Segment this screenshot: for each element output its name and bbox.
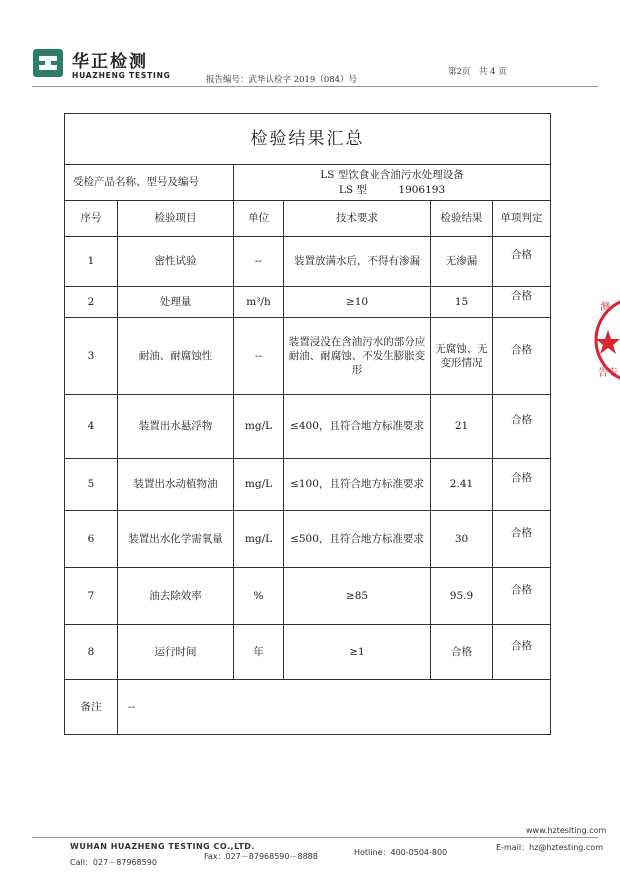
footer-website: www.hzteslting.com (526, 826, 607, 835)
col-header-unit: 单位 (234, 201, 284, 237)
verdict-text: 合格 (511, 289, 533, 302)
verdict-text: 合格 (511, 249, 533, 262)
table-row (65, 459, 551, 511)
table-row (65, 511, 551, 568)
row-requirement: 装置放满水后，不得有渗漏 (284, 237, 431, 287)
row-item: 密性试验 (118, 237, 234, 287)
report-number: 报告编号：武华认检字 2019（084）号 (206, 75, 358, 85)
footer-hotline: Hotline：400-0504-800 (354, 848, 448, 857)
verdict-text: 合格 (511, 639, 533, 652)
page-indicator: 第2页 共 4 页 (448, 67, 507, 77)
remark-row (65, 680, 551, 735)
row-no: 7 (65, 568, 118, 625)
verdict-text: 合格 (511, 414, 533, 427)
footer-tel: Call：027－87968590 (70, 858, 157, 867)
row-verdict (493, 318, 551, 395)
row-item: 装置出水化学需氧量 (118, 511, 234, 568)
product-model: LS 型 1906193 (338, 183, 446, 196)
footer-email: E-mail：hz@hztesting.com (496, 843, 603, 852)
row-unit: mg/L (234, 459, 284, 511)
table-row (65, 318, 551, 395)
row-item: 运行时间 (118, 625, 234, 680)
product-label: 受检产品名称、型号及编号 (65, 165, 234, 201)
row-result: 15 (431, 287, 493, 318)
row-requirement: ≤400，且符合地方标准要求 (284, 395, 431, 459)
row-unit: 年 (234, 625, 284, 680)
row-requirement: ≤100，且符合地方标准要求 (284, 459, 431, 511)
row-no: 1 (65, 237, 118, 287)
svg-text:告专: 告专 (598, 368, 618, 379)
product-info (234, 165, 551, 201)
svg-text:测: 测 (600, 302, 610, 313)
row-no: 5 (65, 459, 118, 511)
footer-company: WUHAN HUAZHENG TESTING CO.,LTD. (70, 842, 255, 851)
row-item: 装置出水悬浮物 (118, 395, 234, 459)
row-no: 6 (65, 511, 118, 568)
footer-fax: Fax：027－87968590－8888 (204, 852, 318, 861)
row-requirement: ≥10 (284, 287, 431, 318)
row-unit: m³/h (234, 287, 284, 318)
row-no: 8 (65, 625, 118, 680)
row-unit: -- (234, 318, 284, 395)
col-header-requirement: 技术要求 (284, 201, 431, 237)
brand-name-en: HUAZHENG TESTING (72, 71, 171, 80)
row-item: 耐油、耐腐蚀性 (118, 318, 234, 395)
row-requirement: 装置浸没在含油污水的部分应耐油、耐腐蚀、不发生膨胀变形 (284, 318, 431, 395)
row-item: 油去除效率 (118, 568, 234, 625)
results-summary-table (64, 113, 551, 735)
row-result: 30 (431, 511, 493, 568)
row-verdict (493, 395, 551, 459)
row-no: 4 (65, 395, 118, 459)
row-unit: -- (234, 237, 284, 287)
col-header-no: 序号 (65, 201, 118, 237)
table-title: 检验结果汇总 (65, 114, 551, 165)
col-header-item: 检验项目 (118, 201, 234, 237)
table-row (65, 625, 551, 680)
footer-divider (32, 837, 598, 838)
table-row (65, 287, 551, 318)
table-row (65, 237, 551, 287)
row-unit: % (234, 568, 284, 625)
row-requirement: ≥85 (284, 568, 431, 625)
row-result: 合格 (431, 625, 493, 680)
row-unit: mg/L (234, 395, 284, 459)
row-no: 2 (65, 287, 118, 318)
brand-name-cn: 华正检测 (72, 52, 148, 72)
row-item: 处理量 (118, 287, 234, 318)
remark-label: 备注 (65, 680, 118, 735)
verdict-text: 合格 (511, 583, 533, 596)
col-header-result: 检验结果 (431, 201, 493, 237)
row-result: 21 (431, 395, 493, 459)
verdict-text: 合格 (511, 343, 533, 356)
row-unit: mg/L (234, 511, 284, 568)
row-verdict (493, 287, 551, 318)
company-logo-icon (32, 48, 64, 78)
row-verdict (493, 237, 551, 287)
row-no: 3 (65, 318, 118, 395)
row-verdict (493, 511, 551, 568)
row-result: 2.41 (431, 459, 493, 511)
row-verdict (493, 568, 551, 625)
row-requirement: ≥1 (284, 625, 431, 680)
row-result: 95.9 (431, 568, 493, 625)
header-divider (32, 86, 598, 87)
row-item: 装置出水动植物油 (118, 459, 234, 511)
product-name: LS 型饮食业含油污水处理设备 (320, 169, 464, 182)
row-verdict (493, 459, 551, 511)
verdict-text: 合格 (511, 526, 533, 539)
remark-value: -- (118, 680, 551, 735)
col-header-verdict: 单项判定 (493, 201, 551, 237)
row-result: 无腐蚀、无变形情况 (431, 318, 493, 395)
row-verdict (493, 625, 551, 680)
row-result: 无渗漏 (431, 237, 493, 287)
table-row (65, 568, 551, 625)
table-row (65, 395, 551, 459)
seal-stamp-icon (594, 290, 620, 390)
row-requirement: ≤500，且符合地方标准要求 (284, 511, 431, 568)
verdict-text: 合格 (511, 472, 533, 485)
